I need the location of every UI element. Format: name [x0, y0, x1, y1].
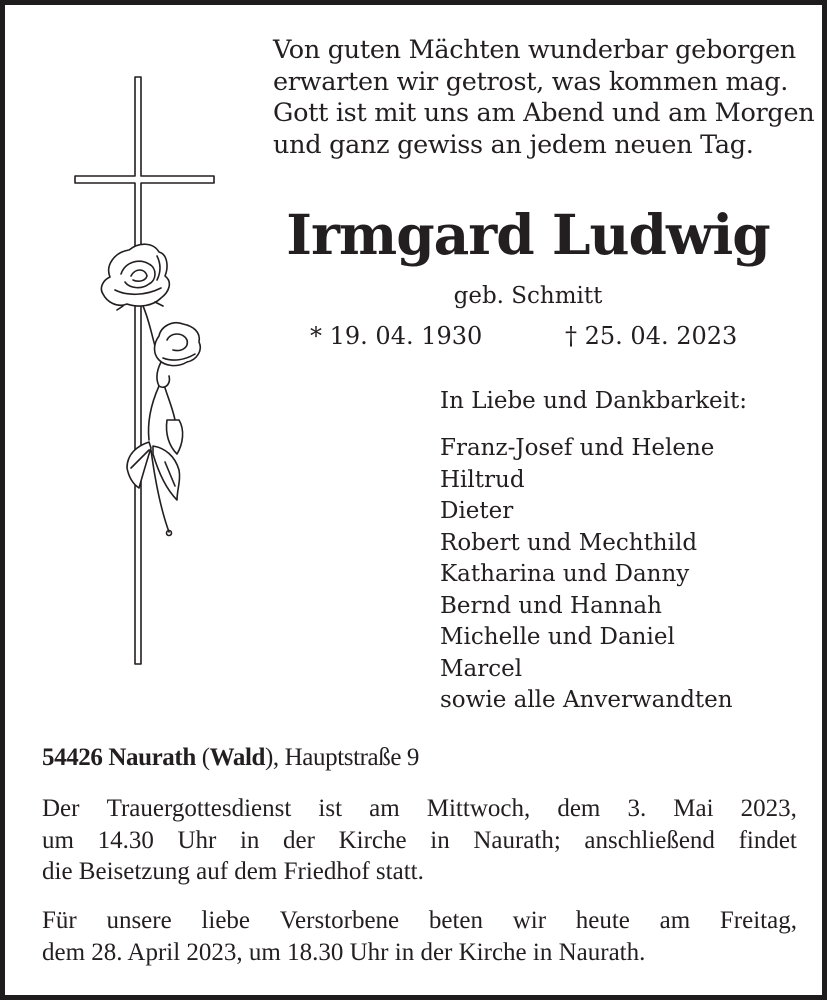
paren-open: ( — [195, 744, 210, 771]
paragraph-line: um 14.30 Uhr in der Kirche in Naurath; anschließend findet — [42, 826, 797, 854]
mourner: Dieter — [440, 498, 514, 524]
mourning-address — [42, 742, 419, 774]
thanks-heading: In Liebe und Dankbarkeit: — [440, 388, 747, 414]
funeral-service-paragraph — [42, 793, 797, 888]
paragraph-line: dem 28. April 2023, um 18.30 Uhr in der Kirche in Naurath. — [42, 938, 646, 966]
paren-close: ), — [265, 744, 285, 771]
paragraph-line: Der Trauergottesdienst ist am Mittwoch, dem 3. Mai 2023, — [42, 795, 797, 822]
paragraph-line: die Beisetzung auf dem Friedhof statt. — [42, 858, 424, 885]
street: Hauptstraße 9 — [284, 744, 419, 771]
cross-with-roses-icon — [65, 70, 225, 670]
verse-line: Von guten Mächten wunderbar geborgen — [273, 35, 796, 65]
maiden-name: geb. Schmitt — [453, 283, 603, 309]
verse-line: und ganz gewiss an jedem neuen Tag. — [273, 129, 754, 160]
deceased-name: Irmgard Ludwig — [286, 202, 770, 267]
mourner: Katharina und Danny — [440, 561, 690, 587]
mourner: Michelle und Daniel — [440, 624, 675, 650]
mourner: Marcel — [440, 655, 523, 682]
prayer-paragraph — [42, 905, 797, 968]
verse-line: erwarten wir getrost, was kommen mag. — [273, 66, 789, 97]
mourner: Robert und Mechthild — [440, 529, 698, 556]
postal-city: 54426 Naurath — [42, 744, 196, 771]
mourner: sowie alle Anverwandten — [440, 687, 733, 713]
verse-line: Gott ist mit uns am Abend und am Morgen — [273, 98, 815, 128]
birth-date: * 19. 04. 1930 — [310, 322, 483, 350]
death-date: † 25. 04. 2023 — [565, 322, 738, 350]
mourner: Franz-Josef und Helene — [440, 435, 715, 461]
mourner: Bernd und Hannah — [440, 592, 662, 619]
mourner: Hiltrud — [440, 466, 525, 493]
paragraph-line: Für unsere liebe Verstorbene beten wir heute am Freitag, — [42, 907, 797, 934]
mourners-list — [440, 433, 733, 717]
district: Wald — [209, 744, 265, 771]
bible-verse — [273, 35, 814, 161]
